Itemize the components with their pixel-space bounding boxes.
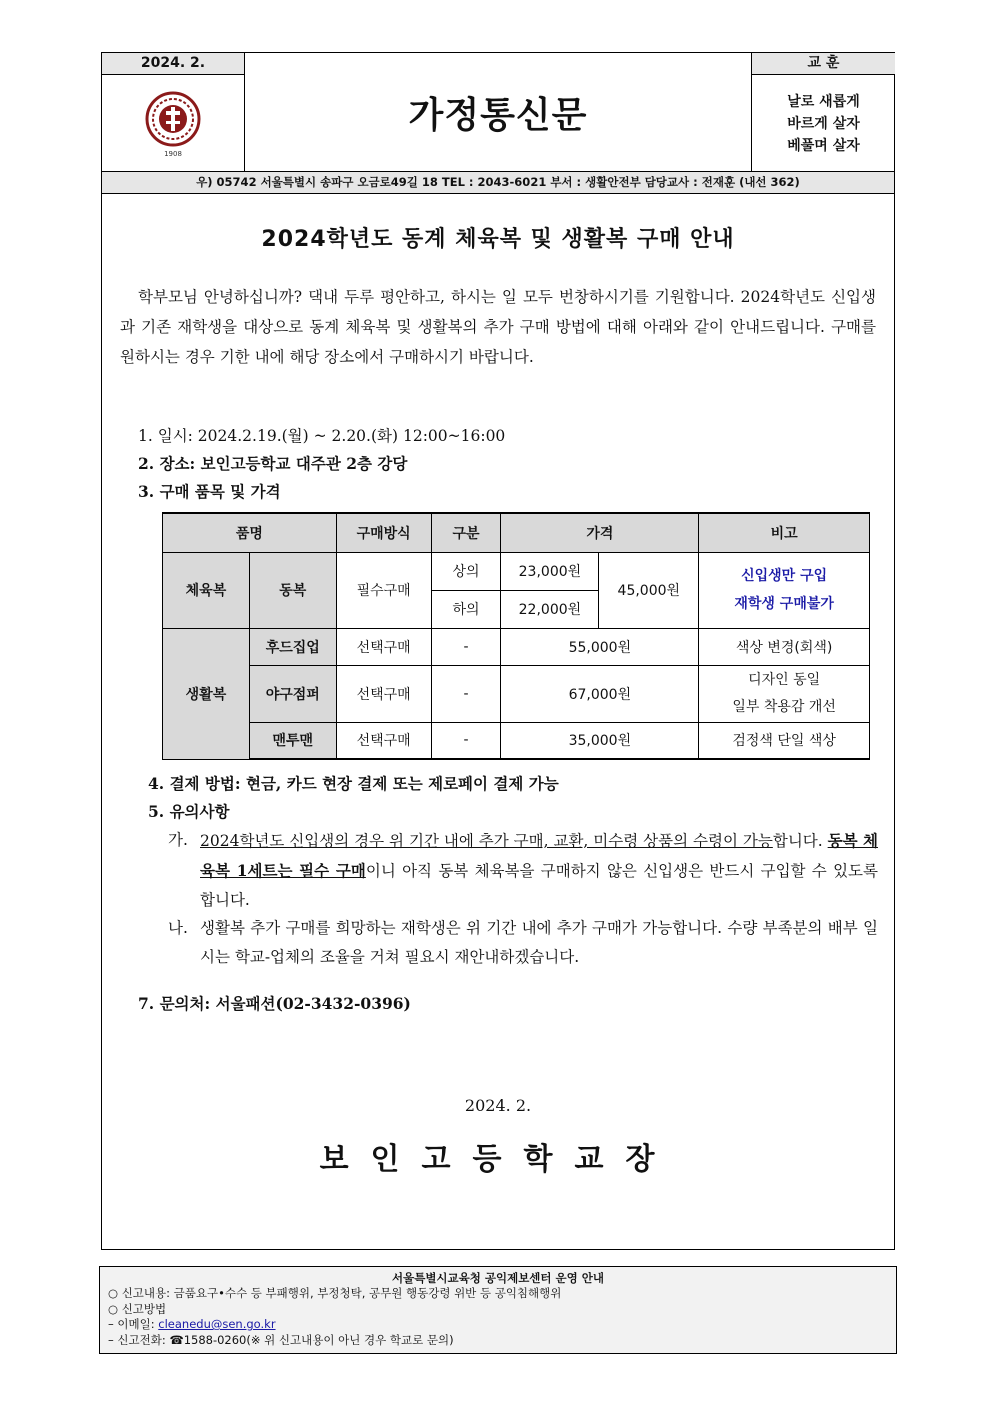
table-row <box>163 628 870 665</box>
category-pe: 체육복 <box>163 552 250 628</box>
price-table <box>162 512 870 760</box>
signature-date: 2024. 2. <box>464 1096 532 1115</box>
email-link[interactable]: cleanedu@sen.go.kr <box>158 1317 276 1331</box>
note-ga-text-2: 이니 아직 동복 체육복을 구매하지 않은 신입생은 반드시 구입할 수 있도록 합니다. <box>200 862 878 909</box>
notice-line: ○ 신고내용: 금품요구•수수 등 부패행위, 부정청탁, 공무원 행동강령 위반 등 공익침해행위 <box>108 1286 562 1300</box>
item-products-heading: 3. 구매 품목 및 가격 <box>138 482 281 501</box>
item-name: 동복 <box>249 552 336 628</box>
email-label: – 이메일: <box>108 1317 159 1331</box>
item-kind: - <box>431 628 501 665</box>
issue-date: 2024. 2. <box>102 53 245 75</box>
motto-line-2: 바르게 살자 <box>787 115 860 132</box>
item-schedule: 1. 일시: 2024.2.19.(월) ~ 2.20.(화) 12:00~16:00 <box>138 427 506 445</box>
note-line: 일부 착용감 개선 <box>732 698 836 715</box>
item-note: 색상 변경(회색) <box>699 628 870 665</box>
notice-email-line <box>100 1317 896 1333</box>
item-method: 선택구매 <box>336 722 431 759</box>
item-payment: 4. 결제 방법: 현금, 카드 현장 결제 또는 제로페이 결제 가능 <box>148 774 559 793</box>
school-motto <box>751 75 895 172</box>
item-name: 후드집업 <box>249 628 336 665</box>
note-line: 재학생 구매불가 <box>734 596 834 612</box>
item-kind: - <box>431 665 501 722</box>
col-header-note: 비고 <box>699 513 870 552</box>
item-method: 선택구매 <box>336 628 431 665</box>
note-na-label: 나. <box>168 919 188 937</box>
notice-phone-line: – 신고전화: ☎1588-0260(※ 위 신고내용이 아닌 경우 학교로 문의) <box>108 1332 454 1347</box>
col-header-name: 품명 <box>163 513 337 552</box>
item-method: 필수구매 <box>336 552 431 628</box>
item-price: 67,000원 <box>501 665 699 722</box>
motto-line-3: 베풀며 살자 <box>787 137 860 154</box>
item-location: 2. 장소: 보인고등학교 대주관 2층 강당 <box>138 454 408 473</box>
table-row <box>163 722 870 759</box>
item-price: 22,000원 <box>501 590 599 628</box>
document-body <box>101 194 895 1250</box>
note-line: 디자인 동일 <box>748 671 821 688</box>
item-name: 야구점퍼 <box>249 665 336 722</box>
newsletter-header <box>101 52 895 172</box>
col-header-price: 가격 <box>501 513 699 552</box>
col-header-kind: 구분 <box>431 513 501 552</box>
item-name: 맨투맨 <box>249 722 336 759</box>
item-price: 35,000원 <box>501 722 699 759</box>
item-note <box>699 665 870 722</box>
item-contact: 7. 문의처: 서울패션(02-3432-0396) <box>138 994 411 1013</box>
document-title: 2024학년도 동계 체육복 및 생활복 구매 안내 <box>261 227 735 252</box>
signature-name: 보인고등학교장 <box>319 1142 677 1177</box>
category-casual: 생활복 <box>163 628 250 759</box>
item-kind: 하의 <box>431 590 501 628</box>
item-price: 23,000원 <box>501 552 599 590</box>
col-header-method: 구매방식 <box>336 513 431 552</box>
table-row <box>163 552 870 590</box>
item-kind: - <box>431 722 501 759</box>
item-precautions-heading: 5. 유의사항 <box>148 802 230 821</box>
item-note <box>699 552 870 628</box>
item-method: 선택구매 <box>336 665 431 722</box>
notice-title: 서울특별시교육청 공익제보센터 운영 안내 <box>392 1271 604 1285</box>
item-total-price: 45,000원 <box>599 552 699 628</box>
note-na: 생활복 추가 구매를 희망하는 재학생은 위 기간 내에 추가 구매가 가능합니다. 수량 부족분의 배부 일시는 학교-업체의 조율을 거쳐 필요시 재안내하겠습니다. <box>200 919 878 966</box>
address-bar: 우) 05742 서울특별시 송파구 오금로49길 18 TEL : 2043-6021 부서 : 생활안전부 담당교사 : 전재훈 (내선 362) <box>101 172 895 194</box>
item-kind: 상의 <box>431 552 501 590</box>
item-note: 검정색 단일 색상 <box>699 722 870 759</box>
newsletter-title: 가정통신문 <box>408 95 588 136</box>
table-row <box>163 665 870 722</box>
note-line: 신입생만 구입 <box>741 568 828 584</box>
note-ga-text: 합니다. <box>772 832 828 850</box>
table-header-row <box>163 513 870 552</box>
note-ga-label: 가. <box>168 831 188 849</box>
school-emblem <box>102 75 245 172</box>
note-ga <box>200 826 878 915</box>
note-ga-emphasis: 동복 체육복 1세트는 필수 구매 <box>200 831 878 880</box>
intro-paragraph: 학부모님 안녕하십니까? 댁내 두루 평안하고, 하시는 일 모두 번창하시기를 기원합니다. 2024학년도 신입생과 기존 재학생을 대상으로 동계 체육복 및 생활복의 추가 구매 방법에 대해 아래와 같이 안내드립니다. 구매를 원하시는 경우 기한 내에 해당 장소에서 구매하시기 바랍니다. <box>120 288 876 366</box>
whistleblower-notice <box>99 1266 897 1354</box>
motto-line-1: 날로 새롭게 <box>787 93 860 110</box>
emblem-year: 1908 <box>164 149 182 158</box>
item-price: 55,000원 <box>501 628 699 665</box>
notice-line: ○ 신고방법 <box>108 1301 167 1316</box>
motto-label: 교 훈 <box>751 53 895 75</box>
school-emblem-icon <box>142 89 204 159</box>
note-ga-underlined: 2024학년도 신입생의 경우 위 기간 내에 추가 구매, 교환, 미수령 상품의 수령이 가능 <box>200 832 773 850</box>
